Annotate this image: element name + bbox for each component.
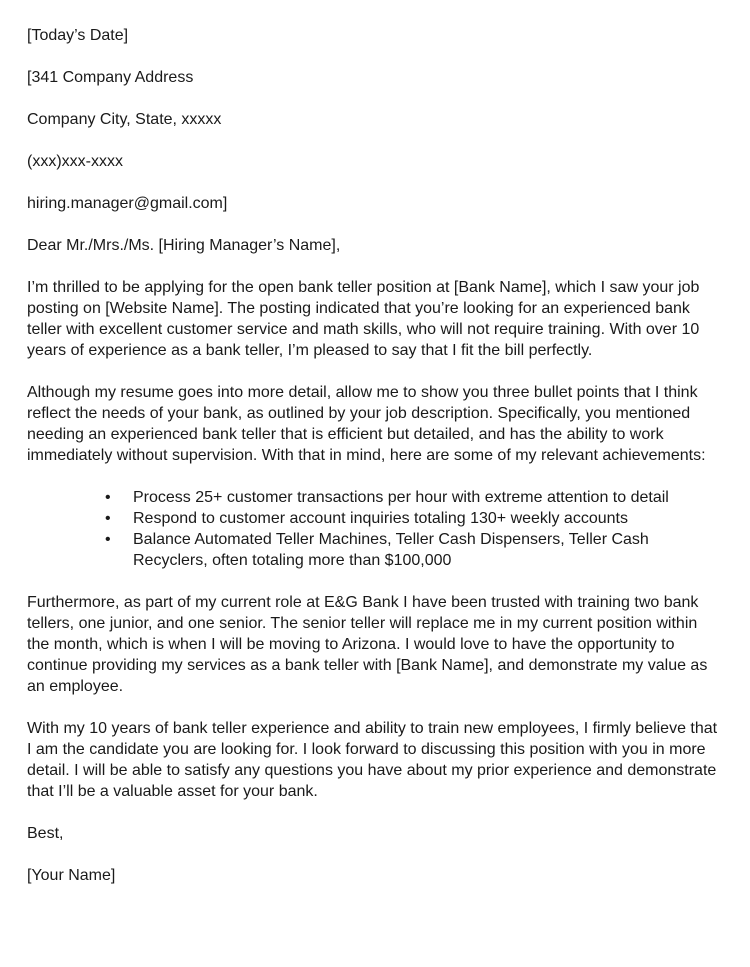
paragraph-closing: With my 10 years of bank teller experience and ability to train new employees, I firmly believe that I am the candidate you are looking for. I look forward to discussing this position with you in more detail. I will be able to satisfy any questions you have about my prior experience and demonstrate that I’ll be a valuable asset for your bank. <box>27 720 718 800</box>
list-item <box>105 508 718 529</box>
salutation: Dear Mr./Mrs./Ms. [Hiring Manager’s Name], <box>27 237 341 254</box>
list-item-text: Process 25+ customer transactions per hour with extreme attention to detail <box>133 489 669 506</box>
list-item-text: Balance Automated Teller Machines, Teller Cash Dispensers, Teller Cash Recyclers, often totaling more than $100,000 <box>133 531 649 569</box>
paragraph-intro: I’m thrilled to be applying for the open bank teller position at [Bank Name], which I saw your job posting on [Website Name]. The posting indicated that you’re looking for an experienced bank teller with excellent customer service and math skills, who will not require training. With over 10 years of experience as a bank teller, I’m pleased to say that I fit the bill perfectly. <box>27 279 700 359</box>
list-item-text: Respond to customer account inquiries totaling 130+ weekly accounts <box>133 510 628 527</box>
date-line: [Today’s Date] <box>27 27 129 44</box>
achievements-list <box>27 487 718 571</box>
bullet-icon: • <box>105 510 111 527</box>
bullet-icon: • <box>105 531 111 548</box>
bullet-icon: • <box>105 489 111 506</box>
closing-line: Best, <box>27 825 64 842</box>
list-item <box>105 487 718 508</box>
address-line-2: Company City, State, xxxxx <box>27 111 222 128</box>
address-line-1: [341 Company Address <box>27 69 194 86</box>
signature-line: [Your Name] <box>27 867 116 884</box>
list-item <box>105 529 718 571</box>
email-line: hiring.manager@gmail.com] <box>27 195 228 212</box>
paragraph-current-role: Furthermore, as part of my current role at E&G Bank I have been trusted with training two bank tellers, one junior, and one senior. The senior teller will replace me in my current position within the month, which is when I will be moving to Arizona. I would love to have the opportunity to continue providing my services as a bank teller with [Bank Name], and demonstrate my value as an employee. <box>27 594 708 695</box>
paragraph-resume: Although my resume goes into more detail, allow me to show you three bullet points that I think reflect the needs of your bank, as outlined by your job description. Specifically, you mentioned needing an experienced bank teller that is efficient but detailed, and has the ability to work immediately without supervision. With that in mind, here are some of my relevant achievements: <box>27 384 706 464</box>
phone-line: (xxx)xxx-xxxx <box>27 153 123 170</box>
